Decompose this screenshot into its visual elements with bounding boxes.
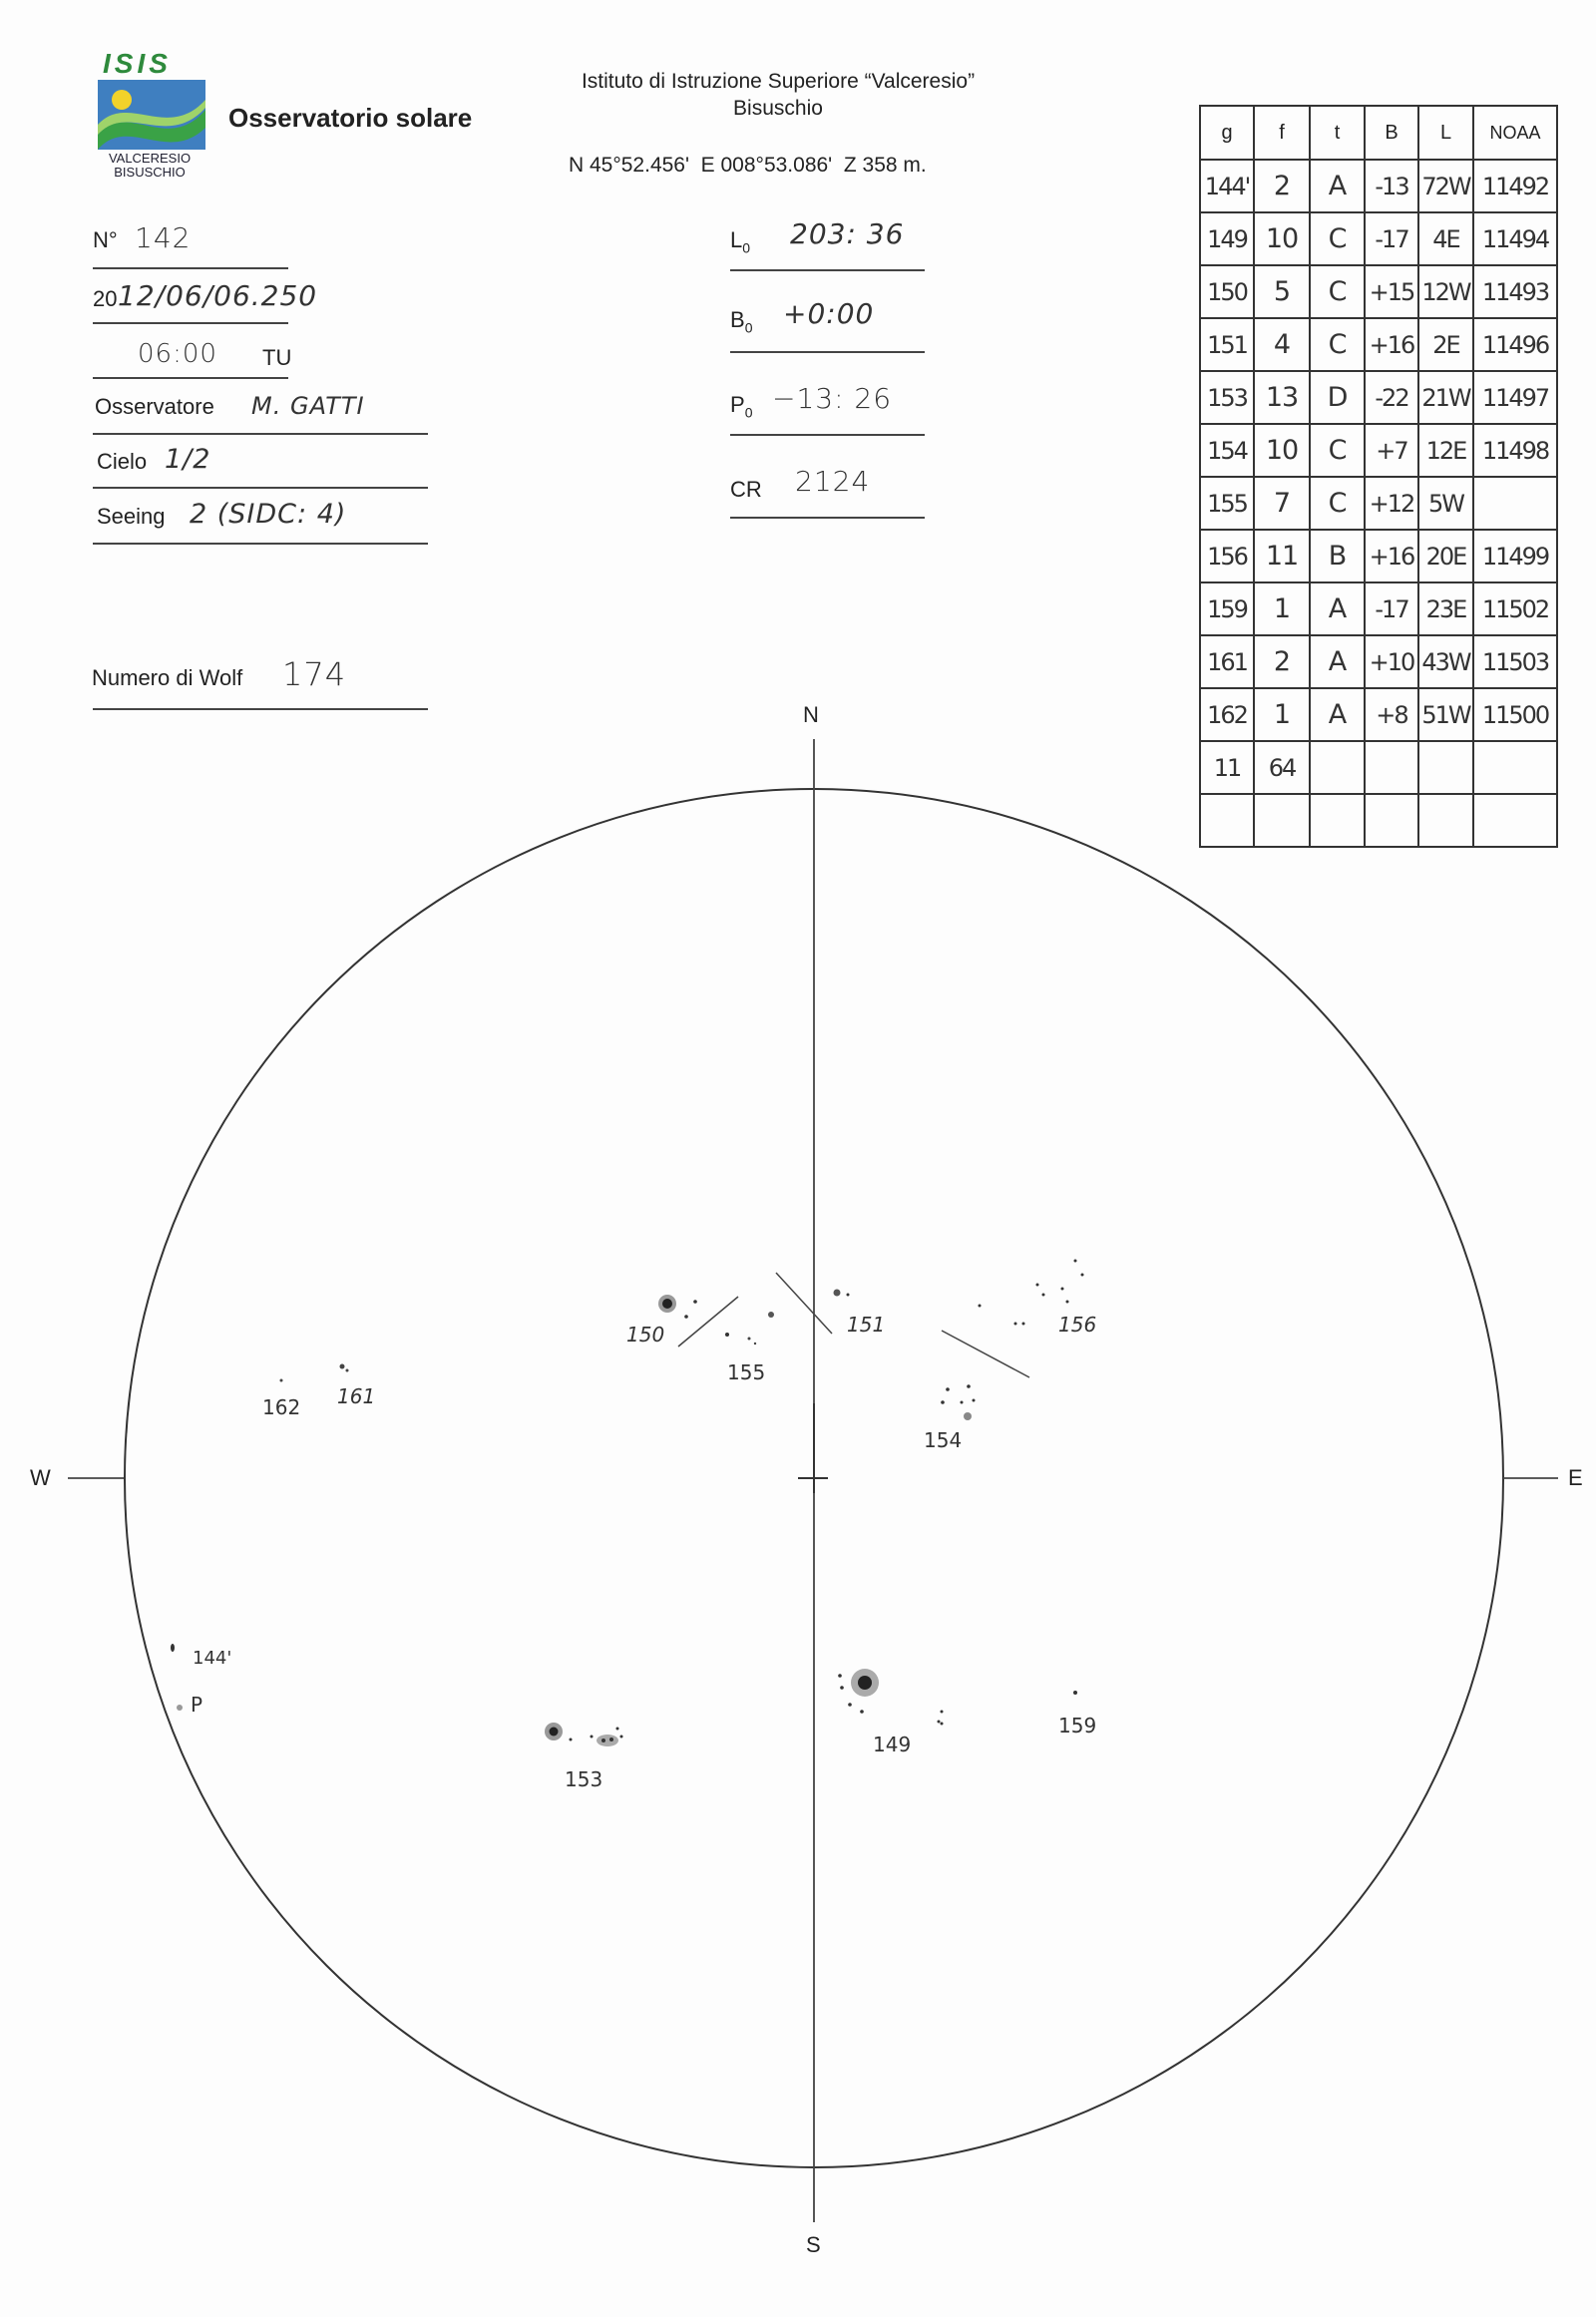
cell-b: +16 [1365,318,1418,371]
table-header-row [1200,106,1557,160]
cr-label: CR [730,477,762,502]
cell-total-groups: 11 [1200,741,1254,794]
cell-b: +16 [1365,530,1418,582]
b0-subscript: 0 [744,319,753,336]
cell-b: -13 [1365,160,1418,212]
b0-value: +0:00 [783,297,875,330]
cell-l: 5W [1418,477,1473,530]
l0-value: 203: 36 [790,217,905,250]
cell-b: +12 [1365,477,1418,530]
sunspot-group-151 [834,1290,850,1297]
cell-f: 4 [1254,318,1310,371]
table-row [1200,160,1557,212]
cell-l: 23E [1418,582,1473,635]
institute-name: Istituto di Istruzione Superiore “Valceresio” [581,70,976,93]
logo-emblem-icon [98,80,205,150]
b0-label [730,307,752,335]
logo-text: ISIS [103,48,172,79]
header-noaa: NOAA [1473,106,1557,160]
cell-g: 144' [1200,160,1254,212]
cell-l: 21W [1418,371,1473,424]
time-value: 06:00 [138,339,217,369]
sunspot-group-P [177,1705,183,1711]
wolf-value: 174 [282,655,347,693]
cell-g: 154 [1200,424,1254,477]
sunspot-group-162 [280,1379,283,1382]
table-row [1200,477,1557,530]
cell-f: 11 [1254,530,1310,582]
table-row-totals [1200,741,1557,794]
cell-b: +15 [1365,265,1418,318]
table-row [1200,635,1557,688]
cell-b: -17 [1365,582,1418,635]
separator-151 [776,1273,832,1334]
group-label-156: 156 [1058,1313,1097,1337]
table-row [1200,265,1557,318]
sunspot-group-150 [658,1295,697,1319]
table-row [1200,212,1557,265]
cell-g: 155 [1200,477,1254,530]
cell-g: 159 [1200,582,1254,635]
cell-t: A [1310,688,1365,741]
group-label-153: 153 [565,1767,603,1791]
l0-subscript: 0 [742,239,751,256]
cell-g: 149 [1200,212,1254,265]
cell-empty [1473,741,1557,794]
group-label-150: 150 [626,1323,665,1347]
cell-empty [1418,794,1473,847]
cr-value: 2124 [795,465,871,498]
p0-label [730,392,752,420]
l0-letter: L [730,227,743,252]
date-prefix: 20 [93,286,118,311]
cell-g: 161 [1200,635,1254,688]
cell-t: C [1310,318,1365,371]
cell-t: D [1310,371,1365,424]
cell-f: 5 [1254,265,1310,318]
solar-disk-outline [125,789,1503,2167]
cell-total-spots: 64 [1254,741,1310,794]
cell-noaa: 11494 [1473,212,1557,265]
institute-town: Bisuschio [733,97,823,120]
observer-label: Osservatore [95,394,214,419]
cell-f: 13 [1254,371,1310,424]
cell-b: +10 [1365,635,1418,688]
sunspot-groups-table [1199,105,1558,848]
seeing-value: 2 (SIDC: 4) [190,499,347,530]
separator-156 [942,1331,1029,1377]
cell-t: C [1310,265,1365,318]
group-label-149: 149 [873,1733,912,1756]
seeing-label: Seeing [97,504,166,529]
group-label-151: 151 [847,1313,886,1337]
cell-empty [1310,794,1365,847]
sunspot-group-159 [1073,1691,1077,1695]
b0-letter: B [730,307,745,332]
cell-t: C [1310,212,1365,265]
group-label-P: P [191,1693,203,1717]
header-g: g [1200,106,1254,160]
cell-b: +8 [1365,688,1418,741]
cell-g: 153 [1200,371,1254,424]
date-value: 12/06/06.250 [118,279,318,312]
west-label: W [30,1465,51,1490]
cell-f: 7 [1254,477,1310,530]
cell-noaa: 11492 [1473,160,1557,212]
cell-empty [1473,794,1557,847]
cell-empty [1310,741,1365,794]
cell-g: 151 [1200,318,1254,371]
cell-noaa: 11496 [1473,318,1557,371]
cell-noaa: 11497 [1473,371,1557,424]
cell-noaa: 11498 [1473,424,1557,477]
table-row [1200,318,1557,371]
p0-letter: P [730,392,745,417]
group-label-162: 162 [262,1395,301,1419]
separator-150 [678,1297,738,1347]
time-unit: TU [262,345,292,370]
cell-l: 12W [1418,265,1473,318]
sunspot-group-149 [838,1669,943,1726]
cell-empty [1418,741,1473,794]
number-value: 142 [135,221,192,254]
cell-empty [1200,794,1254,847]
cell-g: 156 [1200,530,1254,582]
table-row [1200,582,1557,635]
cell-noaa: 11499 [1473,530,1557,582]
cell-b: -22 [1365,371,1418,424]
group-label-154: 154 [924,1428,963,1452]
cell-t: B [1310,530,1365,582]
cell-f: 1 [1254,688,1310,741]
cell-noaa: 11502 [1473,582,1557,635]
cell-f: 2 [1254,635,1310,688]
cell-l: 72W [1418,160,1473,212]
group-label-144: 144' [193,1648,232,1669]
group-label-161: 161 [337,1384,376,1408]
east-label: E [1568,1465,1583,1490]
sunspot-group-144 [171,1644,175,1652]
observatory-title: Osservatorio solare [228,103,473,133]
cell-g: 150 [1200,265,1254,318]
cell-f: 10 [1254,424,1310,477]
sunspot-group-154 [941,1384,975,1420]
group-label-155: 155 [727,1360,766,1384]
table-row [1200,530,1557,582]
cell-f: 2 [1254,160,1310,212]
cell-noaa [1473,477,1557,530]
cell-t: A [1310,160,1365,212]
p0-subscript: 0 [744,404,753,421]
header-f: f [1254,106,1310,160]
table-row [1200,371,1557,424]
cell-l: 43W [1418,635,1473,688]
header-l: L [1418,106,1473,160]
cell-l: 51W [1418,688,1473,741]
p0-value: −13: 26 [772,382,893,415]
l0-label [730,227,750,255]
cell-f: 1 [1254,582,1310,635]
sunspot-group-155 [725,1312,774,1345]
sky-label: Cielo [97,449,148,474]
cell-empty [1365,741,1418,794]
cell-t: A [1310,582,1365,635]
logo-caption-line2: BISUSCHIO [114,165,186,180]
cell-f: 10 [1254,212,1310,265]
cell-g: 162 [1200,688,1254,741]
south-label: S [806,2232,821,2257]
cell-t: A [1310,635,1365,688]
cell-noaa: 11493 [1473,265,1557,318]
cell-empty [1365,794,1418,847]
table-row [1200,688,1557,741]
observer-value: M. GATTI [251,392,365,420]
cell-empty [1254,794,1310,847]
site-coordinates: N 45°52.456' E 008°53.086' Z 358 m. [569,154,927,177]
header-b: B [1365,106,1418,160]
cell-b: +7 [1365,424,1418,477]
cell-l: 20E [1418,530,1473,582]
cell-t: C [1310,424,1365,477]
table-row [1200,424,1557,477]
group-label-159: 159 [1058,1714,1097,1738]
cell-b: -17 [1365,212,1418,265]
number-label: N° [93,227,118,252]
cell-l: 2E [1418,318,1473,371]
sky-value: 1/2 [165,444,211,475]
logo-caption-line1: VALCERESIO [108,151,192,166]
cell-t: C [1310,477,1365,530]
table-row-empty [1200,794,1557,847]
north-label: N [803,702,819,727]
cell-l: 12E [1418,424,1473,477]
sunspot-group-161 [340,1364,349,1372]
cell-l: 4E [1418,212,1473,265]
cell-noaa: 11503 [1473,635,1557,688]
header-t: t [1310,106,1365,160]
logo [95,48,209,188]
cell-noaa: 11500 [1473,688,1557,741]
sunspot-group-153 [545,1723,623,1746]
wolf-label: Numero di Wolf [92,665,243,690]
